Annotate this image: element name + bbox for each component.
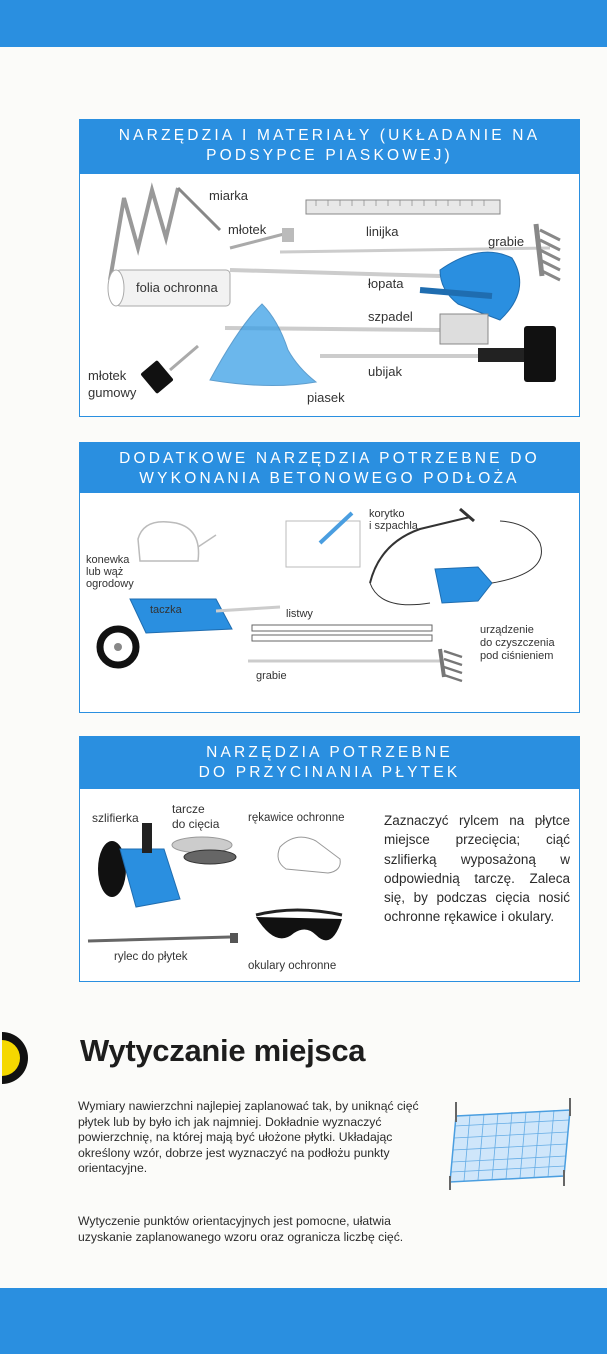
cutting-tools-box	[79, 736, 580, 982]
bottom-color-band	[0, 1288, 607, 1354]
cutting-tools-title-line2: DO PRZYCINANIA PŁYTEK	[198, 764, 461, 781]
cutting-instructions: Zaznaczyć rylcem na płytce miejsce przecięcia; ciąć szlifierką wyposażoną w odpowiednią tarczę. Zaleca się, by podczas cięcia nosić ochronne rękawice i okulary.	[384, 813, 570, 925]
label-listwy: listwy	[286, 608, 313, 620]
label-szpadel: szpadel	[368, 309, 413, 324]
cutting-tools-title-line1: NARZĘDZIA POTRZEBNE	[206, 744, 453, 761]
label-lopata: łopata	[368, 276, 404, 291]
label-konewka-1: konewka	[86, 554, 130, 566]
paragraph-2: Wytyczenie punktów orientacyjnych jest pomocne, ułatwia uzyskanie zaplanowanego wzoru oraz ogranicza liczbę cięć.	[78, 1214, 404, 1244]
label-urzadzenie-2: do czyszczenia	[480, 637, 555, 649]
tools-sand-box	[79, 119, 580, 417]
label-folia-ochronna: folia ochronna	[136, 280, 218, 295]
label-tarcze-1: tarcze	[172, 802, 205, 816]
label-korytko-2: i szpachla	[369, 520, 418, 532]
cutting-tools-illustration	[80, 737, 360, 981]
label-piasek: piasek	[307, 390, 345, 405]
label-linijka: linijka	[366, 224, 399, 239]
label-szlifierka: szlifierka	[92, 811, 139, 825]
label-konewka-2: lub wąż	[86, 566, 124, 578]
label-mlotek: młotek	[228, 222, 267, 237]
top-color-band	[0, 0, 607, 47]
section-heading: Wytyczanie miejsca	[80, 1033, 366, 1068]
paragraph-1: Wymiary nawierzchni najlepiej zaplanować tak, by uniknąć cięć płytek lub by było ich jak najmniej. Dokładnie wyznaczyć powierzchnię, na której mają być ułożone płytki. Układając określony wzór, dobrze jest wyznaczyć na podłożu punkty orientacyjne.	[78, 1099, 419, 1176]
label-ubijak: ubijak	[368, 364, 402, 379]
yellow-half-circle-icon	[0, 1028, 40, 1088]
label-okulary: okulary ochronne	[248, 960, 337, 972]
label-mlotek-gumowy-2: gumowy	[88, 385, 137, 400]
label-korytko-1: korytko	[369, 508, 405, 520]
label-grabie: grabie	[488, 234, 525, 249]
label-miarka: miarka	[209, 188, 249, 203]
tools-sand-title: NARZĘDZIA I MATERIAŁY (UKŁADANIE NA PODSYPCE PIASKOWEJ)	[80, 120, 579, 174]
concrete-tools-illustration	[80, 443, 579, 712]
concrete-tools-title: DODATKOWE NARZĘDZIA POTRZEBNE DO WYKONANIA BETONOWEGO PODŁOŻA	[80, 443, 579, 493]
label-rylec: rylec do płytek	[114, 951, 188, 963]
label-rekawice: rękawice ochronne	[248, 812, 345, 824]
label-taczka: taczka	[150, 604, 182, 616]
grid-layout-illustration	[446, 1098, 582, 1190]
label-urzadzenie-3: pod ciśnieniem	[480, 650, 554, 662]
label-urzadzenie-1: urządzenie	[480, 624, 534, 636]
concrete-tools-box	[79, 442, 580, 713]
label-konewka-3: ogrodowy	[86, 578, 134, 590]
label-tarcze-2: do cięcia	[172, 817, 220, 831]
label-mlotek-gumowy-1: młotek	[88, 368, 127, 383]
label-grabie-2: grabie	[256, 670, 287, 682]
tools-sand-illustration	[80, 120, 579, 416]
